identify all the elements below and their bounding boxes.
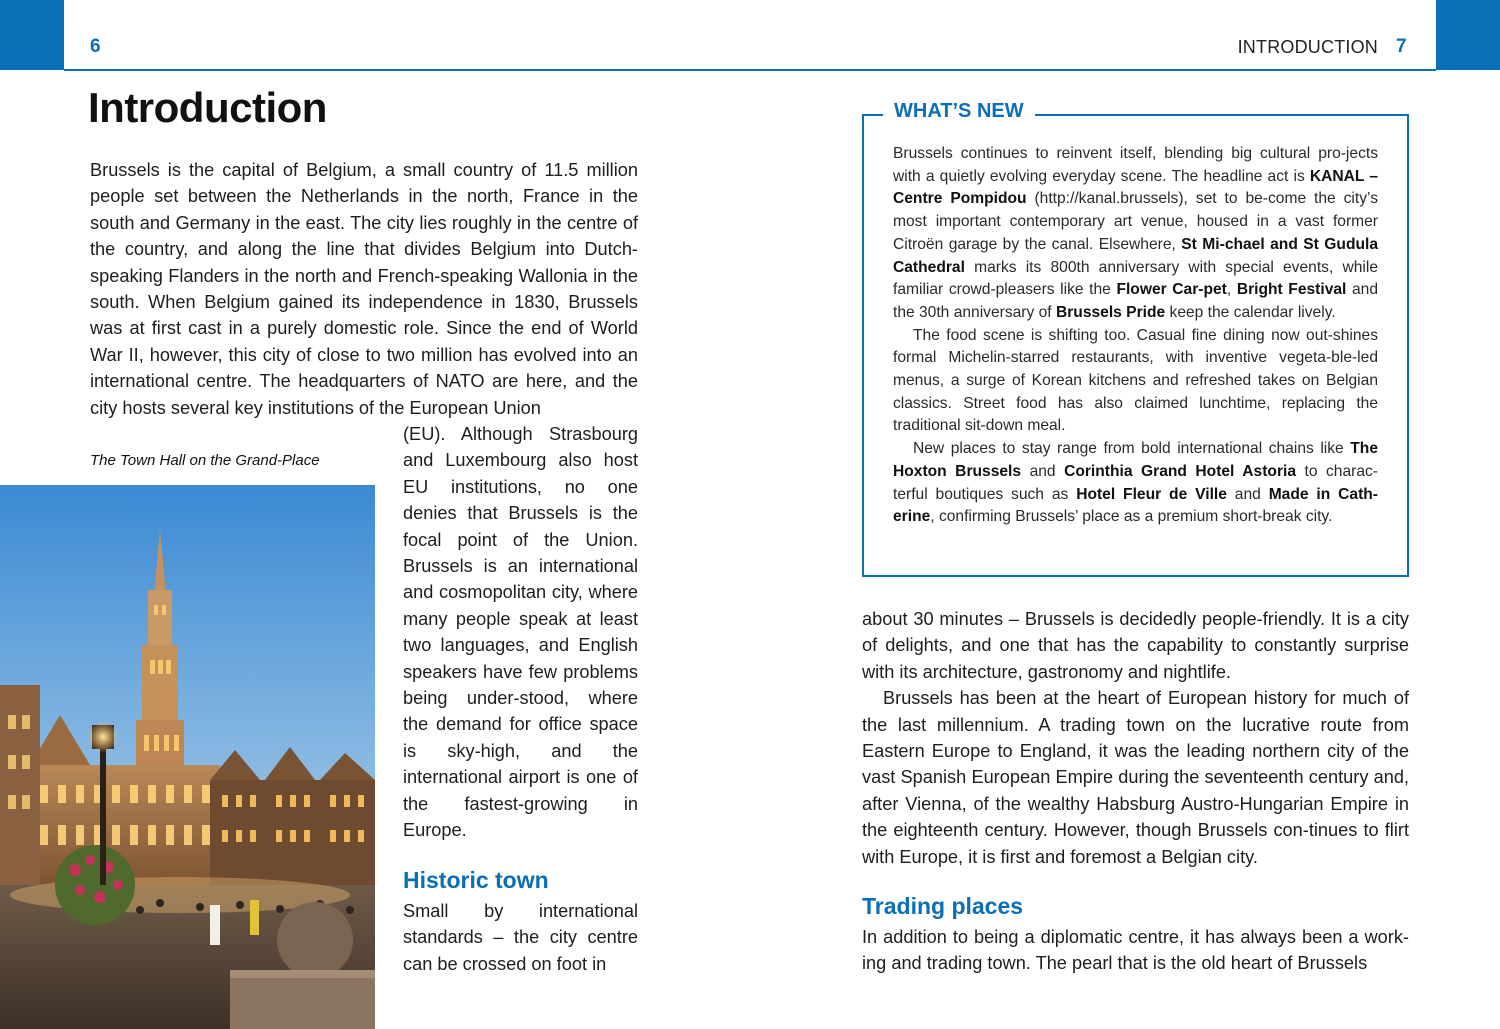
town-hall-photo xyxy=(0,485,375,1029)
left-page-number: 6 xyxy=(90,36,101,57)
fleur-de-ville-highlight: Hotel Fleur de Ville xyxy=(1076,485,1227,503)
photo-town-hall-grand-place-icon xyxy=(0,485,375,1029)
continued-paragraph-1: about 30 minutes – Brussels is decidedly people-friendly. It is a city of delights, and one that has the capability to constantly surprise with its architecture, gastronomy and nightlife. xyxy=(862,609,1409,682)
right-page-number: 7 xyxy=(1396,36,1407,57)
continued-text xyxy=(862,606,1409,870)
brussels-pride-highlight: Brussels Pride xyxy=(1055,303,1166,321)
whats-new-paragraph-3: New places to stay range from bold international chains like The Hoxton Brussels and Corinthia Grand Hotel Astoria to charac-terful boutiques such as Hotel Fleur de Ville and Made in Cath-erine, confirming Brussels’ place as a premium short-break city. xyxy=(893,440,1379,526)
whats-new-title: WHAT’S NEW xyxy=(883,100,1035,123)
right-edge-tab xyxy=(1436,0,1500,70)
historic-town-paragraph: Small by international standards – the city centre can be crossed on foot in xyxy=(403,901,638,974)
photo-caption: The Town Hall on the Grand-Place xyxy=(90,452,320,469)
kanal-highlight: KANAL – Centre Pompidou xyxy=(893,167,1378,208)
corinthia-highlight: Corinthia Grand Hotel Astoria xyxy=(1064,462,1297,480)
historic-town-heading: Historic town xyxy=(403,867,549,893)
running-head: INTRODUCTION xyxy=(1237,37,1378,57)
made-in-catherine-highlight: Made in Cath-erine xyxy=(893,485,1378,526)
intro-paragraph: Brussels is the capital of Belgium, a small country of 11.5 million people set between the Netherlands in the north, France in the south and Germany in the east. The city lies roughly in the centre of the country, and along the line that divides Belgium into Dutch-speaking Flanders in the north and French-speaking Wallonia in the south. When Belgium gained its independence in 1830, Brussels was at first cast in a purely domestic role. Since the end of World War II, however, this city of close to two million has evolved into an international centre. The headquarters of NATO are here, and the city hosts several key institutions of the European Union xyxy=(90,160,638,418)
whats-new-body xyxy=(893,143,1378,529)
hoxton-highlight: The Hoxton Brussels xyxy=(893,440,1378,480)
page-title: Introduction xyxy=(88,84,327,131)
left-edge-tab xyxy=(0,0,64,70)
flower-carpet-highlight: Flower Car-pet xyxy=(1116,281,1227,299)
whats-new-paragraph-1: Brussels continues to reinvent itself, blending big cultural pro-jects with a quietly evolving everyday scene. The headline act is KANAL – Centre Pompidou (http://kanal.brussels), set to be-come the city’s most important contemporary art venue, housed in a vast former Citroën garage by the canal. Elsewhere, St Mi-chael and St Gudula Cathedral marks its 800th anniversary with special events, while familiar crowd-pleasers like the Flower Car-pet, Bright Festival and the 30th anniversary of Brussels Pride keep the calendar lively. xyxy=(893,145,1379,321)
continued-paragraph-2: Brussels has been at the heart of European history for much of the last millennium. A trading town on the lucrative route from Eastern Europe to England, it was the leading northern city of the vast Spanish European Empire during the seventeenth century and, after Vienna, of the wealthy Habsburg Austro-Hungarian Empire in the eighteenth century. However, though Brussels con-tinues to flirt with Europe, it is first and foremost a Belgian city. xyxy=(862,688,1409,867)
intro-paragraph-wrap: (EU). Although Strasbourg and Luxembourg also host EU institutions, no one denies that Brussels is the focal point of the Union. Brussels is an international and cosmopolitan city, where many people speak at least two languages, and English speakers have few problems being under-stood, where the demand for office space is sky-high, and the international airport is one of the fastest-growing in Europe. xyxy=(403,424,638,841)
trading-places-paragraph: In addition to being a diplomatic centre, it has always been a work-ing and trading town. The pearl that is the old heart of Brussels xyxy=(862,927,1409,974)
whats-new-paragraph-2: The food scene is shifting too. Casual fine dining now out-shines formal Michelin-starred restaurants, with inventive vegeta-ble-led menus, a surge of Korean kitchens and refreshed takes on Belgian classics. Street food has also claimed lunchtime, replacing the traditional sit-down meal. xyxy=(893,326,1378,435)
trading-places-heading: Trading places xyxy=(862,893,1024,919)
header-rule xyxy=(64,69,1436,71)
bright-festival-highlight: Bright Festival xyxy=(1236,281,1347,299)
cathedral-highlight: St Mi-chael and St Gudula Cathedral xyxy=(893,235,1378,276)
